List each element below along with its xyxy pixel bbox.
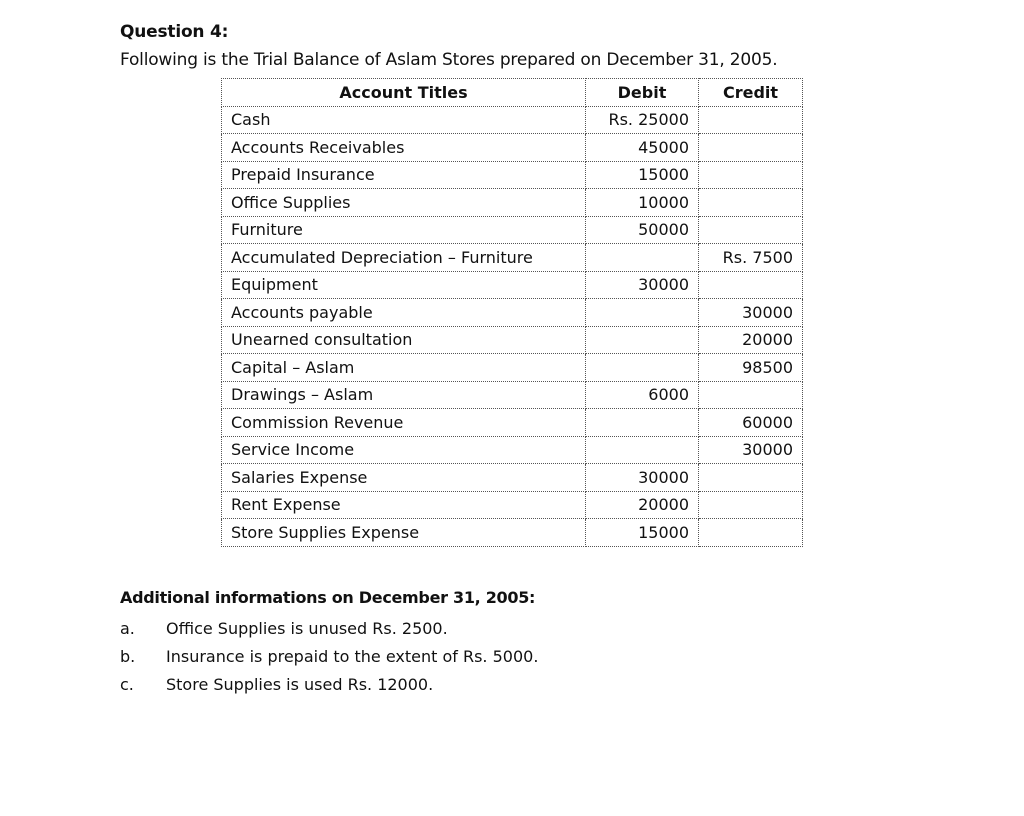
table-row bbox=[222, 216, 803, 244]
table-row bbox=[222, 106, 803, 134]
account-title-cell: Store Supplies Expense bbox=[222, 519, 586, 547]
debit-cell: 6000 bbox=[586, 381, 699, 409]
account-title-cell: Unearned consultation bbox=[222, 326, 586, 354]
credit-cell bbox=[699, 216, 803, 244]
debit-cell bbox=[586, 354, 699, 382]
credit-cell bbox=[699, 189, 803, 217]
table-row bbox=[222, 436, 803, 464]
header-account-titles: Account Titles bbox=[222, 79, 586, 107]
table-row bbox=[222, 299, 803, 327]
table-row bbox=[222, 271, 803, 299]
debit-cell: 10000 bbox=[586, 189, 699, 217]
debit-cell: 50000 bbox=[586, 216, 699, 244]
account-title-cell: Capital – Aslam bbox=[222, 354, 586, 382]
credit-cell bbox=[699, 106, 803, 134]
credit-cell bbox=[699, 134, 803, 162]
table-row bbox=[222, 491, 803, 519]
credit-cell bbox=[699, 464, 803, 492]
table-row bbox=[222, 134, 803, 162]
credit-cell bbox=[699, 381, 803, 409]
list-item bbox=[120, 614, 538, 642]
debit-cell: 15000 bbox=[586, 519, 699, 547]
list-item bbox=[120, 670, 538, 698]
account-title-cell: Equipment bbox=[222, 271, 586, 299]
intro-text: Following is the Trial Balance of Aslam Stores prepared on December 31, 2005. bbox=[120, 50, 778, 70]
credit-cell bbox=[699, 161, 803, 189]
debit-cell: 30000 bbox=[586, 464, 699, 492]
credit-cell bbox=[699, 491, 803, 519]
list-item-text: Store Supplies is used Rs. 12000. bbox=[166, 674, 434, 694]
table-row bbox=[222, 189, 803, 217]
table-row bbox=[222, 409, 803, 437]
header-debit: Debit bbox=[586, 79, 699, 107]
credit-cell: Rs. 7500 bbox=[699, 244, 803, 272]
debit-cell: 20000 bbox=[586, 491, 699, 519]
credit-cell: 60000 bbox=[699, 409, 803, 437]
credit-cell: 30000 bbox=[699, 436, 803, 464]
list-item-text: Insurance is prepaid to the extent of Rs. 5000. bbox=[166, 646, 539, 666]
list-marker: a. bbox=[120, 618, 135, 638]
debit-cell: 15000 bbox=[586, 161, 699, 189]
table-row bbox=[222, 161, 803, 189]
question-title: Question 4: bbox=[120, 22, 229, 42]
table-row bbox=[222, 519, 803, 547]
credit-cell: 30000 bbox=[699, 299, 803, 327]
trial-balance-table bbox=[221, 78, 803, 547]
debit-cell bbox=[586, 244, 699, 272]
table-header-row bbox=[222, 79, 803, 107]
account-title-cell: Office Supplies bbox=[222, 189, 586, 217]
account-title-cell: Drawings – Aslam bbox=[222, 381, 586, 409]
account-title-cell: Rent Expense bbox=[222, 491, 586, 519]
table-row bbox=[222, 244, 803, 272]
table-row bbox=[222, 381, 803, 409]
debit-cell bbox=[586, 409, 699, 437]
account-title-cell: Furniture bbox=[222, 216, 586, 244]
table-row bbox=[222, 464, 803, 492]
table-row bbox=[222, 326, 803, 354]
credit-cell bbox=[699, 271, 803, 299]
header-credit: Credit bbox=[699, 79, 803, 107]
list-marker: b. bbox=[120, 646, 136, 666]
account-title-cell: Commission Revenue bbox=[222, 409, 586, 437]
credit-cell bbox=[699, 519, 803, 547]
account-title-cell: Accumulated Depreciation – Furniture bbox=[222, 244, 586, 272]
debit-cell bbox=[586, 299, 699, 327]
debit-cell bbox=[586, 436, 699, 464]
debit-cell: 45000 bbox=[586, 134, 699, 162]
list-item-text: Office Supplies is unused Rs. 2500. bbox=[166, 618, 448, 638]
debit-cell: Rs. 25000 bbox=[586, 106, 699, 134]
account-title-cell: Accounts Receivables bbox=[222, 134, 586, 162]
list-item bbox=[120, 642, 538, 670]
account-title-cell: Cash bbox=[222, 106, 586, 134]
debit-cell: 30000 bbox=[586, 271, 699, 299]
additional-info-heading: Additional informations on December 31, 2005: bbox=[120, 588, 536, 607]
account-title-cell: Prepaid Insurance bbox=[222, 161, 586, 189]
account-title-cell: Salaries Expense bbox=[222, 464, 586, 492]
additional-info-list bbox=[120, 614, 538, 698]
table-row bbox=[222, 354, 803, 382]
credit-cell: 20000 bbox=[699, 326, 803, 354]
account-title-cell: Service Income bbox=[222, 436, 586, 464]
debit-cell bbox=[586, 326, 699, 354]
credit-cell: 98500 bbox=[699, 354, 803, 382]
list-marker: c. bbox=[120, 674, 134, 694]
account-title-cell: Accounts payable bbox=[222, 299, 586, 327]
